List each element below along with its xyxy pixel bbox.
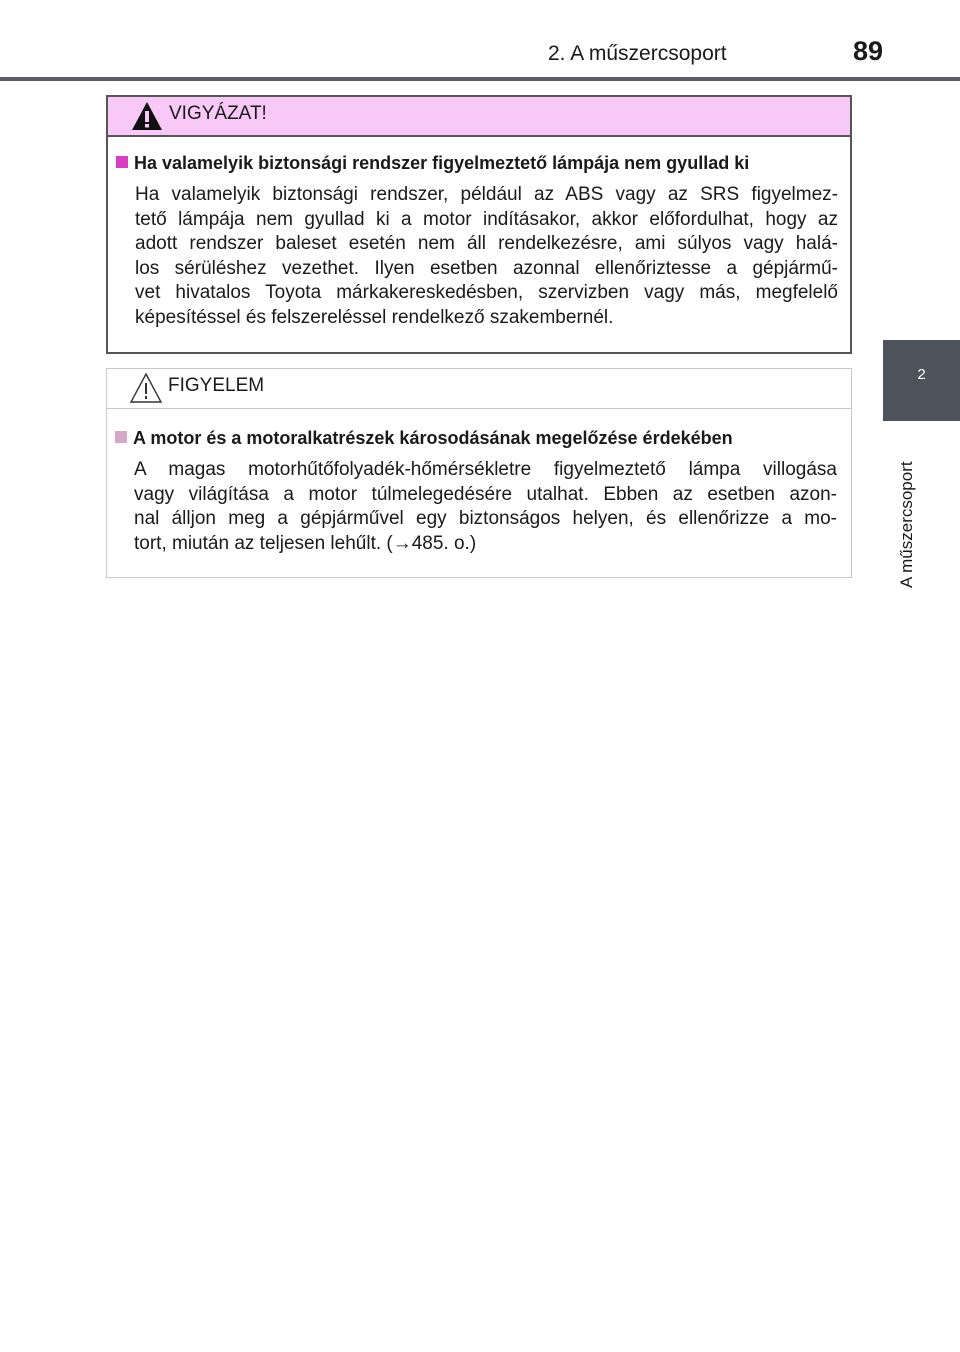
caution-box-header [107,369,851,409]
paragraph-line: vagy világítása a motor túlmelegedésére utalhat. Ebben az esetben azon- [134,483,837,505]
caution-item-title [115,428,733,449]
paragraph-line: tető lámpája nem gyullad ki a motor indításakor, akkor előfordulhat, hogy az [135,208,838,230]
chapter-side-title-text: A műszercsoport [897,461,916,588]
warning-bullet-square [116,156,128,168]
paragraph-line: A magas motorhűtőfolyadék-hőmérsékletre figyelmeztető lámpa villogása [134,459,837,480]
page-number: 89 [853,36,884,66]
warning-box [106,95,852,354]
warning-paragraph [135,183,838,330]
caution-paragraph [134,458,837,556]
caution-item-title-text: A motor és a motoralkatrészek károsodásának megelőzése érdekében [133,428,733,448]
header-rule [0,77,960,81]
paragraph-line: tort, miután az teljesen lehűlt. (→485. o.) [134,532,477,554]
paragraph-line: adott rendszer baleset esetén nem áll rendelkezésre, ami súlyos vagy halá- [135,233,838,254]
caution-bullet-square [115,431,127,443]
warning-item-title-text: Ha valamelyik biztonsági rendszer figyelmeztető lámpája nem gyullad ki [134,153,750,173]
chapter-side-title [897,428,923,588]
paragraph-line: vet hivatalos Toyota márkakereskedésben, szervizben vagy más, megfelelő [135,282,838,303]
chapter-tab-number: 2 [917,366,926,383]
warning-item-title [116,153,749,174]
caution-box-label: FIGYELEM [168,375,265,396]
paragraph-line: képesítéssel és felszereléssel rendelkező szakembernél. [135,306,614,328]
paragraph-line: Ha valamelyik biztonsági rendszer, például az ABS vagy az SRS figyelmez- [135,184,838,205]
warning-box-label: VIGYÁZAT! [169,103,267,124]
chapter-tab[interactable] [883,340,960,421]
paragraph-line: nal álljon meg a gépjárművel egy biztonságos helyen, és ellenőrizze a mo- [134,508,837,529]
warning-triangle-outline-icon [129,371,163,405]
caution-box [106,368,852,578]
warning-triangle-filled-icon [130,99,164,133]
chapter-title: 2. A műszercsoport [548,42,727,65]
paragraph-line: los sérüléshez vezethet. Ilyen esetben azonnal ellenőriztesse a gépjármű- [135,257,838,279]
warning-box-header [108,97,850,137]
